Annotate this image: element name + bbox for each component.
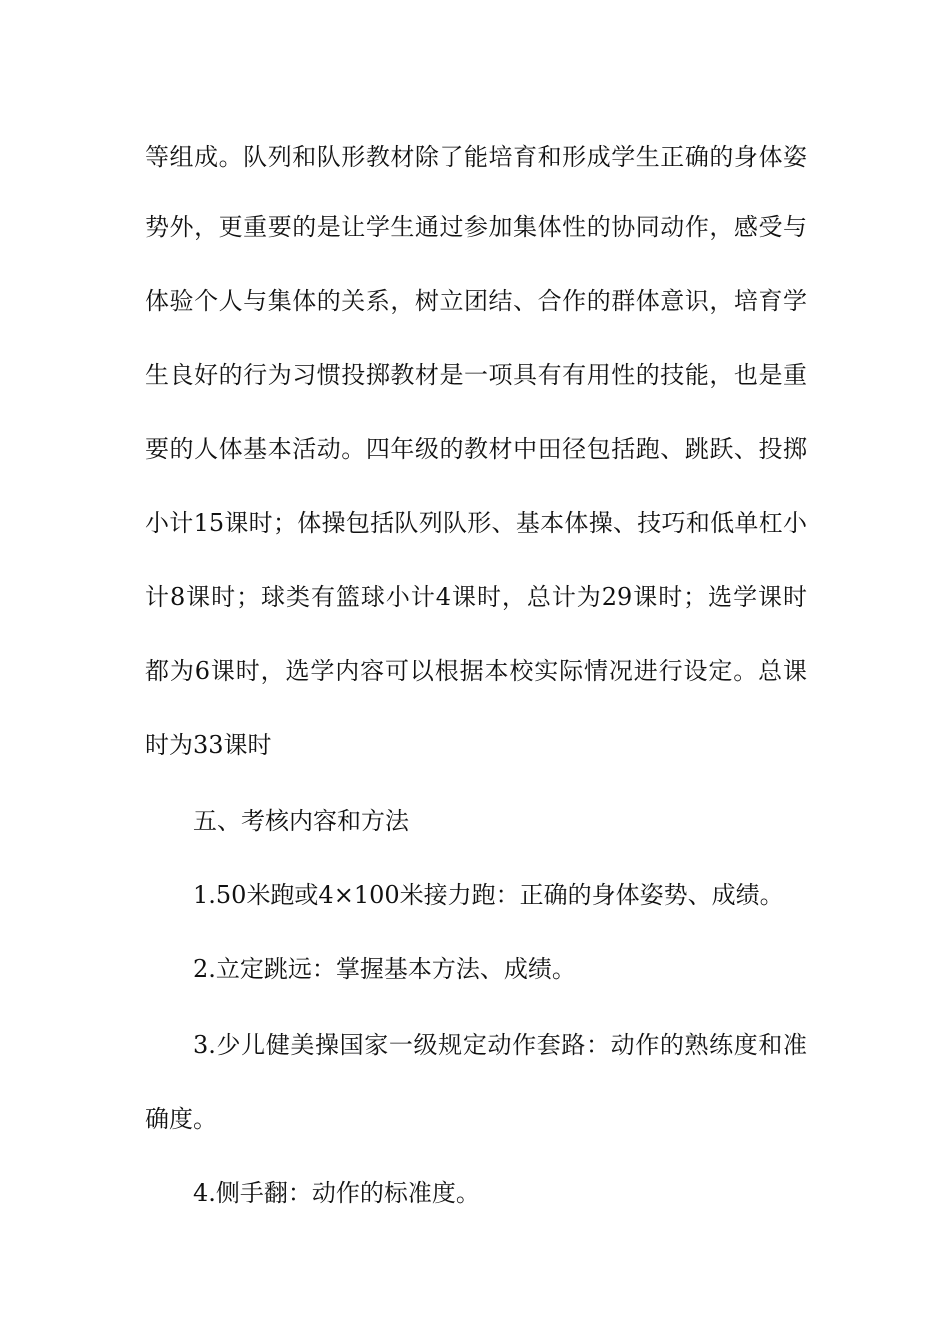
paragraph-line: 生良好的行为习惯投掷教材是一项具有有用性的技能，也是重	[145, 361, 807, 389]
paragraph-line: 时为33课时	[145, 731, 272, 759]
list-item: 1.50米跑或4×100米接力跑：正确的身体姿势、成绩。	[193, 881, 784, 909]
list-item-continuation: 确度。	[145, 1105, 217, 1133]
section-heading: 五、考核内容和方法	[193, 807, 409, 835]
paragraph-line: 体验个人与集体的关系，树立团结、合作的群体意识，培育学	[145, 287, 807, 315]
list-item: 4.侧手翻：动作的标准度。	[193, 1179, 480, 1207]
paragraph-line: 都为6课时，选学内容可以根据本校实际情况进行设定。总课	[145, 657, 807, 685]
paragraph-line: 小计15课时；体操包括队列队形、基本体操、技巧和低单杠小	[145, 509, 807, 537]
paragraph-line: 要的人体基本活动。四年级的教材中田径包括跑、跳跃、投掷	[145, 435, 807, 463]
paragraph-line: 势外，更重要的是让学生通过参加集体性的协同动作，感受与	[145, 213, 807, 241]
list-item: 3.少儿健美操国家一级规定动作套路：动作的熟练度和准	[193, 1031, 807, 1059]
list-item: 2.立定跳远：掌握基本方法、成绩。	[193, 955, 576, 983]
paragraph-line: 计8课时；球类有篮球小计4课时，总计为29课时；选学课时	[145, 583, 807, 611]
paragraph-line: 等组成。队列和队形教材除了能培育和形成学生正确的身体姿	[145, 143, 807, 171]
